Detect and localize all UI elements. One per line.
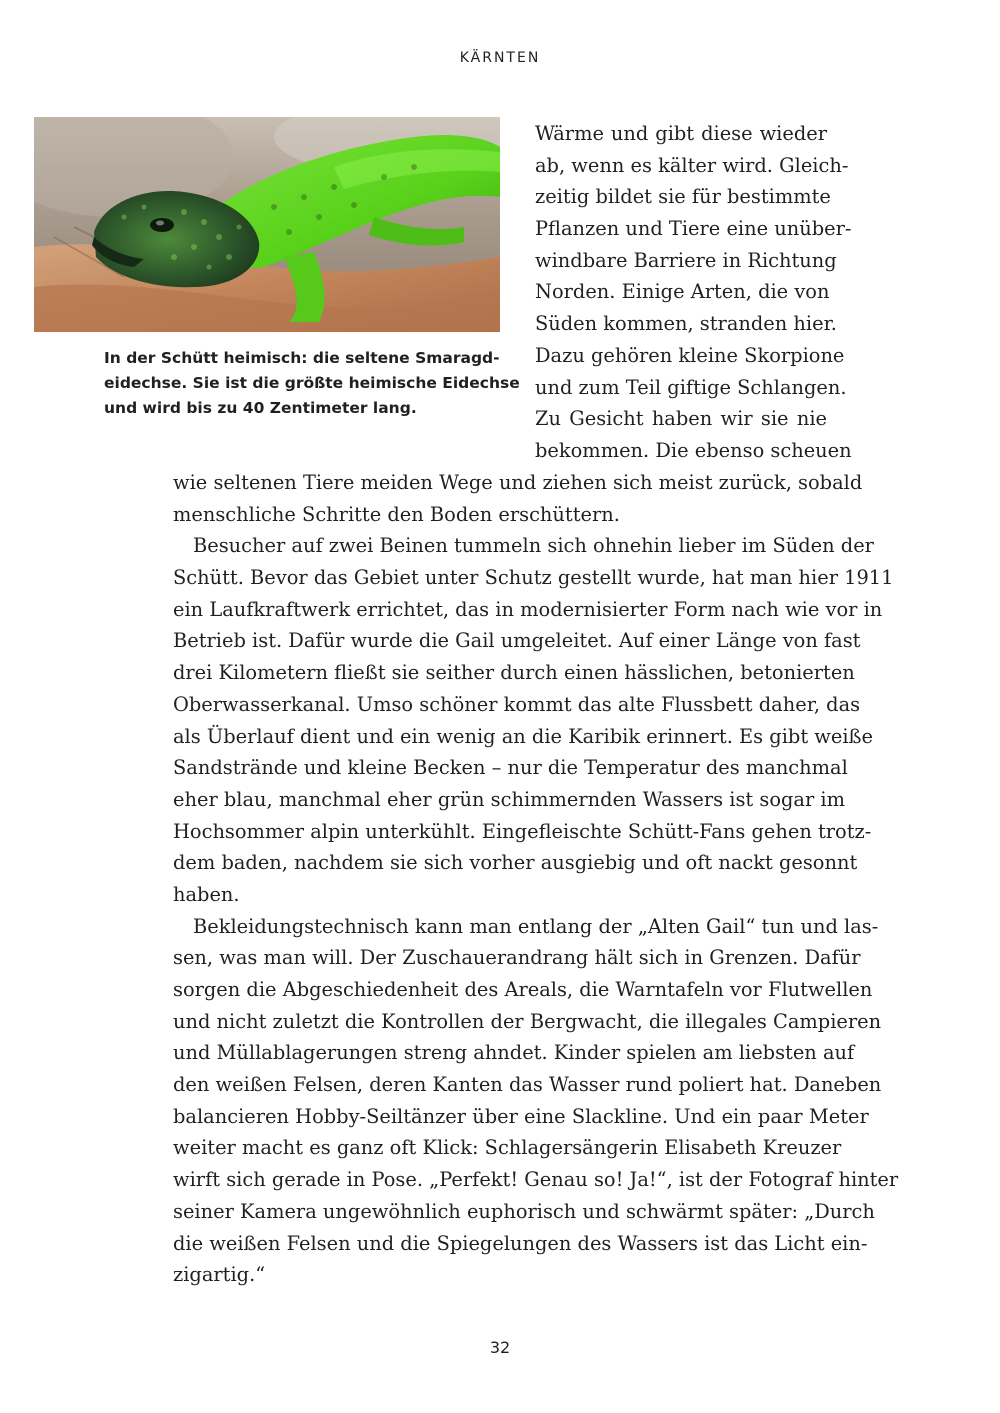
text-line: menschliche Schritte den Boden erschüttern. <box>173 502 620 526</box>
page-number: 32 <box>489 1338 511 1357</box>
text-line: Besucher auf zwei Beinen tummeln sich ohnehin lieber im Süden der <box>193 534 874 558</box>
text-line: Hochsommer alpin unterkühlt. Eingefleischte Schütt-Fans gehen trotz- <box>173 819 872 843</box>
text-line: Oberwasserkanal. Umso schöner kommt das alte Flussbett daher, das <box>173 692 861 716</box>
text-line: Dazu gehören kleine Skorpione <box>535 343 845 367</box>
text-line: zeitig bildet sie für bestimmte <box>535 185 831 209</box>
text-line: und Müllablagerungen streng ahndet. Kinder spielen am liebsten auf <box>173 1041 855 1065</box>
text-line: eher blau, manchmal eher grün schimmernden Wassers ist sogar im <box>173 787 845 811</box>
text-line: ab, wenn es kälter wird. Gleich- <box>535 153 849 177</box>
text-line: Süden kommen, stranden hier. <box>535 312 837 336</box>
figure-caption <box>104 346 520 421</box>
text-line: wie seltenen Tiere meiden Wege und ziehen sich meist zurück, sobald <box>173 471 863 494</box>
caption-line: und wird bis zu 40 Zentimeter lang. <box>104 399 417 417</box>
text-line: windbare Barriere in Richtung <box>535 248 837 272</box>
text-line: haben. <box>173 882 240 906</box>
main-text <box>173 467 899 1291</box>
text-line: Norden. Einige Arten, die von <box>535 280 830 304</box>
text-line: Schütt. Bevor das Gebiet unter Schutz gestellt wurde, hat man hier 1911 <box>173 566 894 590</box>
text-line: als Überlauf dient und ein wenig an die Karibik erinnert. Es gibt weiße <box>173 724 873 748</box>
text-line: den weißen Felsen, deren Kanten das Wasser rund poliert hat. Daneben <box>173 1073 882 1097</box>
text-line: Wärme und gibt diese wieder <box>535 122 827 145</box>
text-line: und nicht zuletzt die Kontrollen der Bergwacht, die illegales Campieren <box>173 1009 882 1033</box>
text-line: balancieren Hobby-Seiltänzer über eine Slackline. Und ein paar Meter <box>173 1104 869 1128</box>
text-line: Sandstrände und kleine Becken – nur die Temperatur des manchmal <box>173 756 848 780</box>
column-text <box>535 118 852 467</box>
text-line: die weißen Felsen und die Spiegelungen des Wassers ist das Licht ein- <box>173 1231 868 1255</box>
text-line: Zu Gesicht haben wir sie nie <box>535 407 827 431</box>
text-line: Betrieb ist. Dafür wurde die Gail umgeleitet. Auf einer Länge von fast <box>173 629 861 653</box>
text-line: dem baden, nachdem sie sich vorher ausgiebig und oft nackt gesonnt <box>173 851 858 875</box>
text-line: Bekleidungstechnisch kann man entlang der „Alten Gail“ tun und las- <box>193 914 879 938</box>
text-line: sorgen die Abgeschiedenheit des Areals, die Warntafeln vor Flutwellen <box>173 978 873 1001</box>
text-line: Pflanzen und Tiere eine unüber- <box>535 217 852 241</box>
text-line: zigartig.“ <box>173 1263 266 1287</box>
text-line: bekommen. Die ebenso scheuen <box>535 438 852 462</box>
text-line: sen, was man will. Der Zuschauerandrang hält sich in Grenzen. Dafür <box>173 946 861 970</box>
text-line: wirft sich gerade in Pose. „Perfekt! Genau so! Ja!“, ist der Fotograf hinter <box>173 1168 899 1192</box>
text-line: und zum Teil giftige Schlangen. <box>535 375 847 399</box>
emerald-lizard-image <box>34 117 500 332</box>
lizard-photo <box>34 117 500 332</box>
running-header: KÄRNTEN <box>459 50 541 66</box>
caption-line: In der Schütt heimisch: die seltene Smaragd- <box>104 349 500 367</box>
caption-line: eidechse. Sie ist die größte heimische Eidechse <box>104 374 520 392</box>
text-line: drei Kilometern fließt sie seither durch einen hässlichen, betonierten <box>173 661 855 685</box>
text-line: ein Laufkraftwerk errichtet, das in modernisierter Form nach wie vor in <box>173 597 883 621</box>
text-line: weiter macht es ganz oft Klick: Schlagersängerin Elisabeth Kreuzer <box>173 1136 842 1160</box>
text-line: seiner Kamera ungewöhnlich euphorisch und schwärmt später: „Durch <box>173 1199 875 1223</box>
